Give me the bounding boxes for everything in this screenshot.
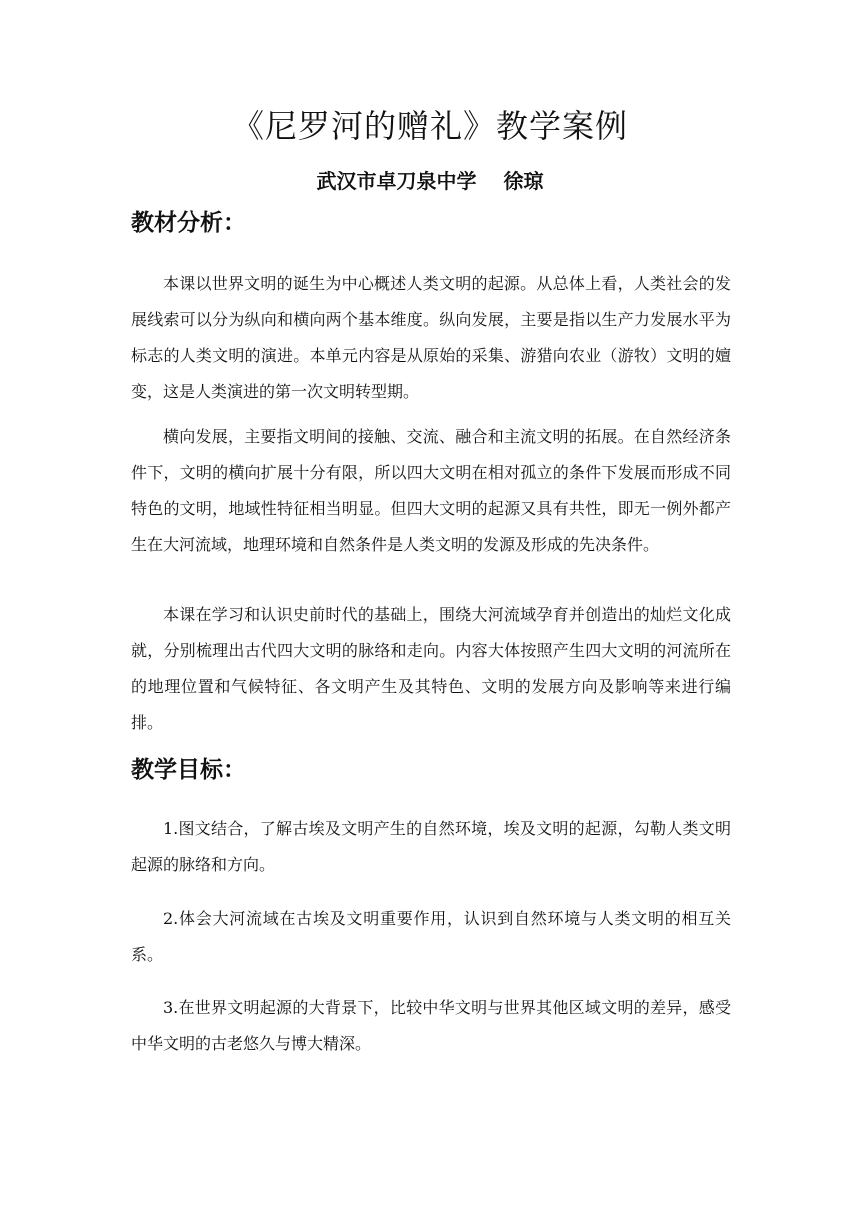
section-heading-textbook-analysis: 教材分析： bbox=[131, 210, 246, 236]
list-item: 3.在世界文明起源的大背景下，比较中华文明与世界其他区域文明的差异，感受中华文明的古老悠久与博大精深。 bbox=[131, 998, 731, 1053]
paragraph: 本课以世界文明的诞生为中心概述人类文明的起源。从总体上看，人类社会的发展线索可以分为纵向和横向两个基本维度。纵向发展，主要是指以生产力发展水平为标志的人类文明的演进。本单元内容是从原始的采集、游猎向农业（游牧）文明的嬗变，这是人类演进的第一次文明转型期。 bbox=[131, 274, 731, 401]
list-item: 2.体会大河流域在古埃及文明重要作用，认识到自然环境与人类文明的相互关系。 bbox=[131, 909, 731, 964]
section-heading-teaching-goals: 教学目标： bbox=[131, 757, 246, 783]
paragraph: 本课在学习和认识史前时代的基础上，围绕大河流域孕育并创造出的灿烂文化成就，分别梳理出古代四大文明的脉络和走向。内容大体按照产生四大文明的河流所在的地理位置和气候特征、各文明产生及其特色、文明的发展方向及影响等来进行编排。 bbox=[131, 605, 731, 732]
list-item: 1.图文结合，了解古埃及文明产生的自然环境，埃及文明的起源，勾勒人类文明起源的脉络和方向。 bbox=[131, 819, 731, 874]
document-author: 武汉市卓刀泉中学 徐琼 bbox=[316, 169, 544, 193]
document-title: 《尼罗河的赠礼》教学案例 bbox=[231, 107, 628, 145]
paragraph: 横向发展，主要指文明间的接触、交流、融合和主流文明的拓展。在自然经济条件下，文明的横向扩展十分有限，所以四大文明在相对孤立的条件下发展而形成不同特色的文明，地域性特征相当明显。但四大文明的起源又具有共性，即无一例外都产生在大河流域，地理环境和自然条件是人类文明的发源及形成的先决条件。 bbox=[131, 427, 731, 554]
